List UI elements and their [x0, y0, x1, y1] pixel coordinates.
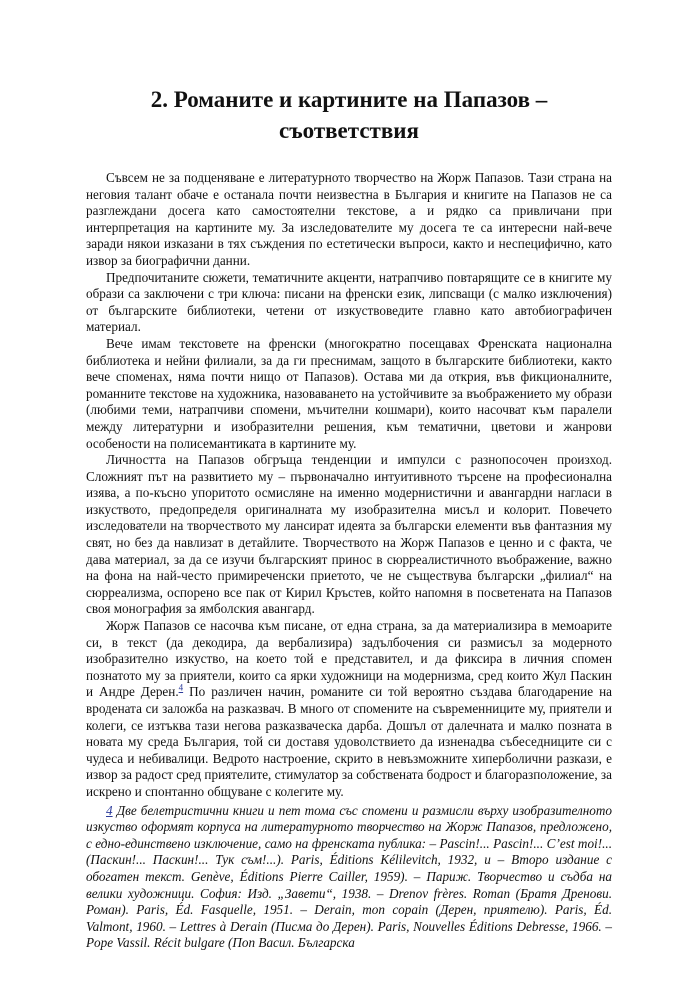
paragraph-5	[86, 618, 612, 801]
paragraph-1: Съвсем не за подценяване е литературното творчество на Жорж Папазов. Тази страна на неговия талант обаче е останала почти неизвестна в България и книгите на Папазов не са разглеждани досега като самостоятелни текстове, а и рядко са привличани при интерпретация на картините му. За изследователите му досега те са интересни най-вече заради някои изказани в тях съждения по естетически въпроси, както и неспецифично, като извор за биографични данни.	[86, 170, 612, 268]
footnote-number-link[interactable]: 4	[106, 802, 113, 818]
footnote	[86, 803, 612, 952]
title-line-1: 2. Романите и картините на Папазов –	[150, 87, 548, 112]
paragraph-4: Личността на Папазов обгръща тенденции и импулси с разнопосочен произход. Сложният път на развитието му – първоначално интуитивното търсене на професионална изява, а по-късно упоритото осмисляне на именно модернистични и авангардни нагласи в изкуството, предопределя оригиналната му изобразителна мисъл и колорит. Повечето изследователи на творчеството му лансират идеята за български елементи във фантазния му свят, но без да навлизат в детайлите. Творчеството на Жорж Папазов е ценно и с факта, че дава материал, за да се изучи българският принос в сюрреалистичното въображение, важно на фона на най-често примиреченски приетото, че не съществува български „филиал“ на сюрреализма, оспорено все пак от Кирил Кръстев, който напомня в посветената на Папазов своя монография за ямболския авангард.	[86, 452, 612, 617]
footnote-ref-link[interactable]: 4	[178, 683, 184, 694]
footnote-text: Две белетристични книги и пет тома със спомени и размисли върху изобразителното изкуство оформят корпуса на литературното творчество на Жорж Папазов, предложено, с едно-единствено изключение, само на френската публика: – Pascin!... Pascin!... C’est moi!... (Паскин!... Паскин!... Тук съм!...). Paris, Éditions Kélilevitch, 1932, и – Второ издание с обогатен текст. Genève, Éditions Pierre Cailler, 1959). – Париж. Творчество и съдба на велики художници. София: Изд. „Завети“, 1938. – Drenov frères. Roman (Братя Дренови. Роман). Paris, Éd. Fasquelle, 1951. – Derain, mon copain (Дерен, приятелю). Paris, Éd. Valmont, 1960. – Lettres à Derain (Писма до Дерен). Paris, Nouvelles Éditions Debresse, 1966. – Pope Vassil. Récit bulgare (Поп Васил. Българска	[86, 802, 613, 951]
title-line-2: съответствия	[279, 118, 419, 143]
paragraph-5-start: Жорж Папазов се насочва към писане, от една страна, за да материализира в мемоарите си, в текст (да декодира, да вербализира) задълбочения си размисъл за модерното изобразително изкуство, на което той е представител, и да фиксира в личния спомен познатото му за приятели, които са ярки художници на модернизма, сред които Жул Паскин и Андре Дерен.	[86, 618, 612, 700]
paragraph-5-end: По различен начин, романите си той вероятно създава благодарение на вродената си заложба на разказвач. В много от спомените на съвременниците му, приятели и колеги, се изтъква тази негова разказваческа дарба. Дошъл от далечната и малко позната в новата му среда България, той си доставя удоволствието да изненадва събеседниците си с чудеса и небивалици. Ведрото настроение, скрито в невъзможните хиперболични разкази, е извор за радост сред приятелите, стимулатор за собствената бодрост и благоразположение, за искрено и спонтанно общуване с колегите му.	[86, 684, 612, 799]
paragraph-2: Предпочитаните сюжети, тематичните акценти, натрапчиво повтарящите се в книгите му образи са заключени с три ключа: писани на френски език, липсващи (с малко изключения) от българските библиотеки, четени от изкуствоведите главно като автобиографичен материал.	[86, 269, 612, 335]
body-text	[86, 170, 612, 801]
paragraph-3: Вече имам текстовете на френски (многократно посещавах Френската национална библиотека и нейни филиали, за да ги преснимам, защото в българските библиотеки, както вече споменах, няма почти нищо от Папазов). Остава ми да открия, във фикционалните, романните текстове на художника, назоваването на устойчивите за въображението му образи (любими теми, натрапчиви спомени, мъчителни кошмари), които насочват към паралели между литературни и изобразителни решения, към тематични, цветови и жанрови особености на полисемантиката в картините му.	[86, 335, 612, 451]
page-title	[86, 84, 612, 146]
